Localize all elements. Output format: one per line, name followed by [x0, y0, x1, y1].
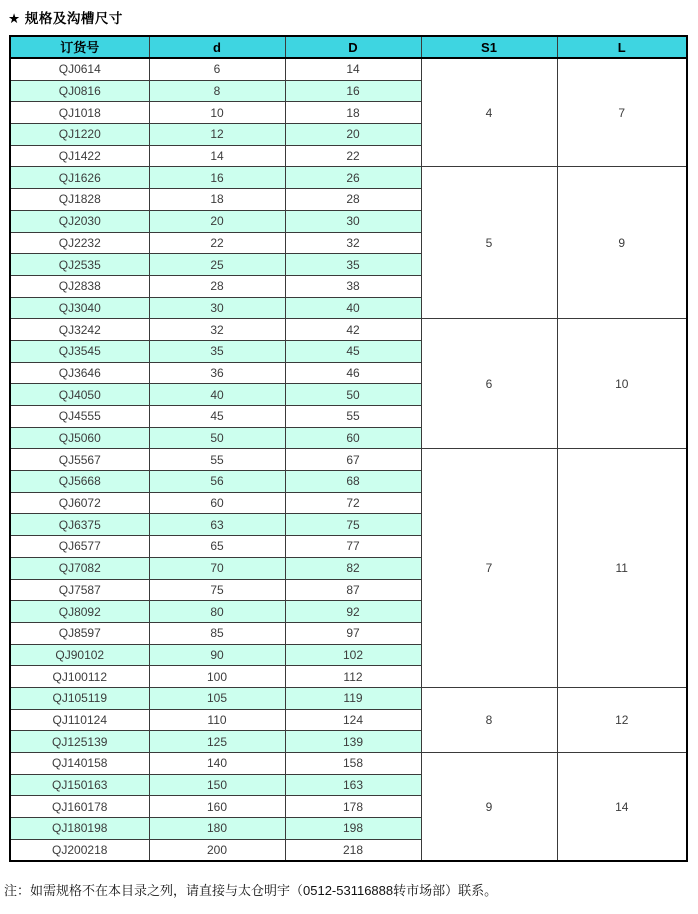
table-row	[10, 167, 687, 189]
d-cell: 22	[149, 232, 285, 254]
order-no-cell: QJ200218	[10, 839, 149, 861]
d-cell: 6	[149, 58, 285, 80]
col-header-s1: S1	[421, 36, 557, 58]
l-merged-cell: 7	[557, 58, 687, 167]
order-no-cell: QJ5567	[10, 449, 149, 471]
big-d-cell: 60	[285, 427, 421, 449]
order-no-cell: QJ6577	[10, 536, 149, 558]
order-no-cell: QJ110124	[10, 709, 149, 731]
order-no-cell: QJ3242	[10, 319, 149, 341]
big-d-cell: 26	[285, 167, 421, 189]
big-d-cell: 139	[285, 731, 421, 753]
table-row	[10, 58, 687, 80]
order-no-cell: QJ105119	[10, 687, 149, 709]
big-d-cell: 16	[285, 80, 421, 102]
l-merged-cell: 14	[557, 753, 687, 862]
order-no-cell: QJ7587	[10, 579, 149, 601]
order-no-cell: QJ5060	[10, 427, 149, 449]
order-no-cell: QJ1422	[10, 145, 149, 167]
order-no-cell: QJ4050	[10, 384, 149, 406]
d-cell: 85	[149, 622, 285, 644]
l-merged-cell: 12	[557, 687, 687, 752]
big-d-cell: 40	[285, 297, 421, 319]
big-d-cell: 75	[285, 514, 421, 536]
d-cell: 105	[149, 687, 285, 709]
col-header-big-d: D	[285, 36, 421, 58]
order-no-cell: QJ0816	[10, 80, 149, 102]
order-no-cell: QJ1018	[10, 102, 149, 124]
order-no-cell: QJ160178	[10, 796, 149, 818]
big-d-cell: 32	[285, 232, 421, 254]
table-row	[10, 753, 687, 775]
big-d-cell: 55	[285, 406, 421, 428]
order-no-cell: QJ6375	[10, 514, 149, 536]
d-cell: 36	[149, 362, 285, 384]
d-cell: 90	[149, 644, 285, 666]
big-d-cell: 67	[285, 449, 421, 471]
order-no-cell: QJ7082	[10, 557, 149, 579]
order-no-cell: QJ180198	[10, 818, 149, 840]
col-header-d: d	[149, 36, 285, 58]
d-cell: 55	[149, 449, 285, 471]
big-d-cell: 68	[285, 471, 421, 493]
d-cell: 28	[149, 275, 285, 297]
d-cell: 40	[149, 384, 285, 406]
d-cell: 56	[149, 471, 285, 493]
d-cell: 200	[149, 839, 285, 861]
order-no-cell: QJ1828	[10, 189, 149, 211]
order-no-cell: QJ3545	[10, 340, 149, 362]
big-d-cell: 87	[285, 579, 421, 601]
s1-merged-cell: 8	[421, 687, 557, 752]
page-title	[8, 7, 123, 27]
d-cell: 25	[149, 254, 285, 276]
big-d-cell: 38	[285, 275, 421, 297]
big-d-cell: 82	[285, 557, 421, 579]
table-row	[10, 449, 687, 471]
order-no-cell: QJ150163	[10, 774, 149, 796]
d-cell: 65	[149, 536, 285, 558]
order-no-cell: QJ2535	[10, 254, 149, 276]
d-cell: 32	[149, 319, 285, 341]
order-no-cell: QJ1626	[10, 167, 149, 189]
l-merged-cell: 11	[557, 449, 687, 688]
d-cell: 125	[149, 731, 285, 753]
big-d-cell: 119	[285, 687, 421, 709]
order-no-cell: QJ6072	[10, 492, 149, 514]
big-d-cell: 30	[285, 210, 421, 232]
d-cell: 16	[149, 167, 285, 189]
order-no-cell: QJ2030	[10, 210, 149, 232]
d-cell: 80	[149, 601, 285, 623]
order-no-cell: QJ1220	[10, 124, 149, 146]
col-header-order-no: 订货号	[10, 36, 149, 58]
page-title-text: ★ 规格及沟槽尺寸	[8, 11, 123, 26]
big-d-cell: 18	[285, 102, 421, 124]
s1-merged-cell: 6	[421, 319, 557, 449]
big-d-cell: 46	[285, 362, 421, 384]
s1-merged-cell: 5	[421, 167, 557, 319]
l-merged-cell: 10	[557, 319, 687, 449]
big-d-cell: 35	[285, 254, 421, 276]
order-no-cell: QJ2232	[10, 232, 149, 254]
d-cell: 50	[149, 427, 285, 449]
order-no-cell: QJ90102	[10, 644, 149, 666]
big-d-cell: 178	[285, 796, 421, 818]
d-cell: 35	[149, 340, 285, 362]
big-d-cell: 42	[285, 319, 421, 341]
d-cell: 20	[149, 210, 285, 232]
d-cell: 180	[149, 818, 285, 840]
s1-merged-cell: 4	[421, 58, 557, 167]
big-d-cell: 102	[285, 644, 421, 666]
order-no-cell: QJ100112	[10, 666, 149, 688]
order-no-cell: QJ2838	[10, 275, 149, 297]
order-no-cell: QJ3646	[10, 362, 149, 384]
d-cell: 12	[149, 124, 285, 146]
d-cell: 150	[149, 774, 285, 796]
d-cell: 70	[149, 557, 285, 579]
order-no-cell: QJ3040	[10, 297, 149, 319]
l-merged-cell: 9	[557, 167, 687, 319]
d-cell: 30	[149, 297, 285, 319]
d-cell: 14	[149, 145, 285, 167]
big-d-cell: 218	[285, 839, 421, 861]
big-d-cell: 97	[285, 622, 421, 644]
order-no-cell: QJ4555	[10, 406, 149, 428]
big-d-cell: 72	[285, 492, 421, 514]
order-no-cell: QJ140158	[10, 753, 149, 775]
d-cell: 63	[149, 514, 285, 536]
big-d-cell: 198	[285, 818, 421, 840]
order-no-cell: QJ125139	[10, 731, 149, 753]
d-cell: 160	[149, 796, 285, 818]
header-row	[10, 36, 687, 58]
d-cell: 75	[149, 579, 285, 601]
big-d-cell: 77	[285, 536, 421, 558]
d-cell: 45	[149, 406, 285, 428]
d-cell: 8	[149, 80, 285, 102]
big-d-cell: 20	[285, 124, 421, 146]
d-cell: 100	[149, 666, 285, 688]
big-d-cell: 163	[285, 774, 421, 796]
order-no-cell: QJ8597	[10, 622, 149, 644]
big-d-cell: 22	[285, 145, 421, 167]
s1-merged-cell: 9	[421, 753, 557, 862]
order-no-cell: QJ8092	[10, 601, 149, 623]
s1-merged-cell: 7	[421, 449, 557, 688]
d-cell: 110	[149, 709, 285, 731]
big-d-cell: 124	[285, 709, 421, 731]
d-cell: 18	[149, 189, 285, 211]
big-d-cell: 45	[285, 340, 421, 362]
table-row	[10, 319, 687, 341]
spec-table	[9, 35, 688, 862]
footnote: 注：如需规格不在本目录之列，请直接与太仓明宇（0512-53116888转市场部）联系。	[4, 883, 498, 898]
col-header-l: L	[557, 36, 687, 58]
big-d-cell: 92	[285, 601, 421, 623]
big-d-cell: 14	[285, 58, 421, 80]
d-cell: 10	[149, 102, 285, 124]
big-d-cell: 50	[285, 384, 421, 406]
order-no-cell: QJ0614	[10, 58, 149, 80]
big-d-cell: 28	[285, 189, 421, 211]
d-cell: 140	[149, 753, 285, 775]
d-cell: 60	[149, 492, 285, 514]
order-no-cell: QJ5668	[10, 471, 149, 493]
big-d-cell: 112	[285, 666, 421, 688]
table-row	[10, 687, 687, 709]
big-d-cell: 158	[285, 753, 421, 775]
